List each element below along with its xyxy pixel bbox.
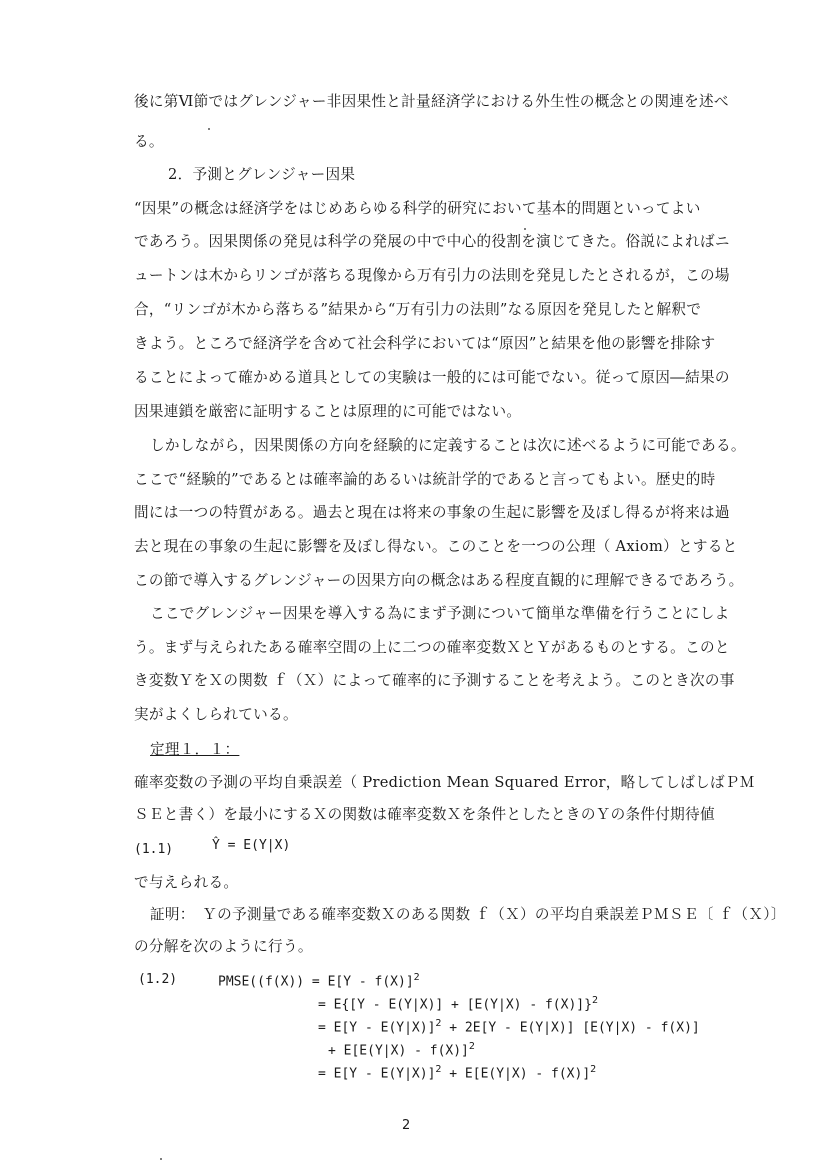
text-line: 実がよくしられている。 bbox=[134, 706, 298, 723]
text-line: 後に第Ⅵ節ではグレンジャー非因果性と計量経済学における外生性の概念との関連を述べ bbox=[134, 93, 729, 110]
theorem-heading: 定理１．１： bbox=[150, 741, 240, 758]
scan-speck bbox=[160, 1158, 162, 1160]
text-line: 間には一つの特質がある。過去と現在は将来の事象の生起に影響を及ぼし得るが将来は過 bbox=[134, 504, 730, 521]
page-number: 2 bbox=[402, 1118, 411, 1133]
scan-speck bbox=[208, 128, 210, 130]
exponent: 2 bbox=[413, 972, 420, 983]
equation-row-text: = E[Y - E(Y|X)] bbox=[318, 1066, 436, 1082]
equation-row-text: + 2E[Y - E(Y|X)] [E(Y|X) - f(X)] bbox=[449, 1020, 700, 1036]
equation-row-text: + E[E(Y|X) - f(X)] bbox=[449, 1066, 591, 1082]
text-line: き変数ＹをＸの関数 ｆ（Ｘ）によって確率的に予測することを考えよう。このとき次の事 bbox=[134, 672, 735, 689]
text-line: 合，“リンゴが木から落ちる”結果から“万有引力の法則”なる原因を発見したと解釈で bbox=[134, 301, 702, 318]
equation-row-text: = E{[Y - E(Y|X)] + [E(Y|X) - f(X)]} bbox=[318, 997, 592, 1013]
equation-row bbox=[318, 1018, 700, 1035]
text-line: る。 bbox=[134, 133, 164, 150]
text-line: であろう。因果関係の発見は科学の発展の中で中心的役割を演じてきた。俗説によればニ bbox=[134, 233, 730, 250]
equation-row bbox=[218, 972, 420, 989]
exponent: 2 bbox=[468, 1041, 475, 1052]
section-heading: 2．予測とグレンジャー因果 bbox=[168, 166, 356, 183]
exponent: 2 bbox=[435, 1018, 442, 1029]
text-line: ることによって確かめる道具としての実験は一般的には可能でない。従って原因―結果の bbox=[134, 369, 730, 386]
exponent: 2 bbox=[590, 1064, 597, 1075]
equation-row bbox=[328, 1041, 475, 1058]
text-line: ュートンは木からリンゴが落ちる現像から万有引力の法則を発見したとされるが，この場 bbox=[134, 267, 730, 284]
equation-row bbox=[318, 1064, 596, 1081]
text-line: 証明： Ｙの予測量である確率変数Ｘのある関数 ｆ（Ｘ）の平均自乗誤差ＰＭＳＥ〔 ｆ（Ｘ）〕 bbox=[150, 906, 786, 923]
text-line: ＳＥと書く）を最小にするＸの関数は確率変数Ｘを条件としたときのＹの条件付期待値 bbox=[134, 806, 715, 823]
text-line: で与えられる。 bbox=[134, 874, 239, 891]
equation-row-text: = E[Y - E(Y|X)] bbox=[318, 1020, 436, 1036]
text-line: 因果連鎖を厳密に証明することは原理的に可能ではない。 bbox=[134, 403, 522, 420]
text-line: しかしながら，因果関係の方向を経験的に定義することは次に述べるように可能である。 bbox=[150, 437, 746, 454]
equation-row-text: PMSE((f(X)) = E[Y - f(X)] bbox=[218, 974, 414, 990]
text-line: う。まず与えられたある確率空間の上に二つの確率変数ＸとＹがあるものとする。このと bbox=[134, 639, 730, 656]
text-line: きよう。ところで経済学を含めて社会科学においては“原因”と結果を他の影響を排除す bbox=[134, 335, 716, 352]
text-line: この節で導入するグレンジャーの因果方向の概念はある程度直観的に理解できるであろう。 bbox=[134, 572, 744, 589]
equation-number: (1.1) bbox=[134, 842, 174, 857]
text-line: の分解を次のように行う。 bbox=[134, 938, 313, 955]
exponent: 2 bbox=[591, 995, 598, 1006]
text-line: “因果”の概念は経済学をはじめあらゆる科学的研究において基本的問題といってよい bbox=[134, 200, 701, 217]
text-line: ここでグレンジャー因果を導入する為にまず予測について簡単な準備を行うことにしよ bbox=[150, 605, 730, 622]
equation-row-text: + E[E(Y|X) - f(X)] bbox=[328, 1043, 469, 1059]
text-line: 確率変数の予測の平均自乗誤差（ Prediction Mean Squared Error，略してしばしばＰＭ bbox=[134, 774, 755, 791]
equation-number: (1.2) bbox=[138, 972, 178, 987]
equation-1-1: Ŷ = E(Y|X) bbox=[212, 838, 291, 853]
equation-row bbox=[318, 995, 598, 1012]
scan-speck bbox=[524, 228, 526, 230]
text-line: 去と現在の事象の生起に影響を及ぼし得ない。このことを一つの公理（ Axiom）とすると bbox=[134, 538, 738, 555]
exponent: 2 bbox=[435, 1064, 442, 1075]
text-line: ここで“経験的”であるとは確率論的あるいは統計学的であると言ってもよい。歴史的時 bbox=[134, 471, 716, 488]
